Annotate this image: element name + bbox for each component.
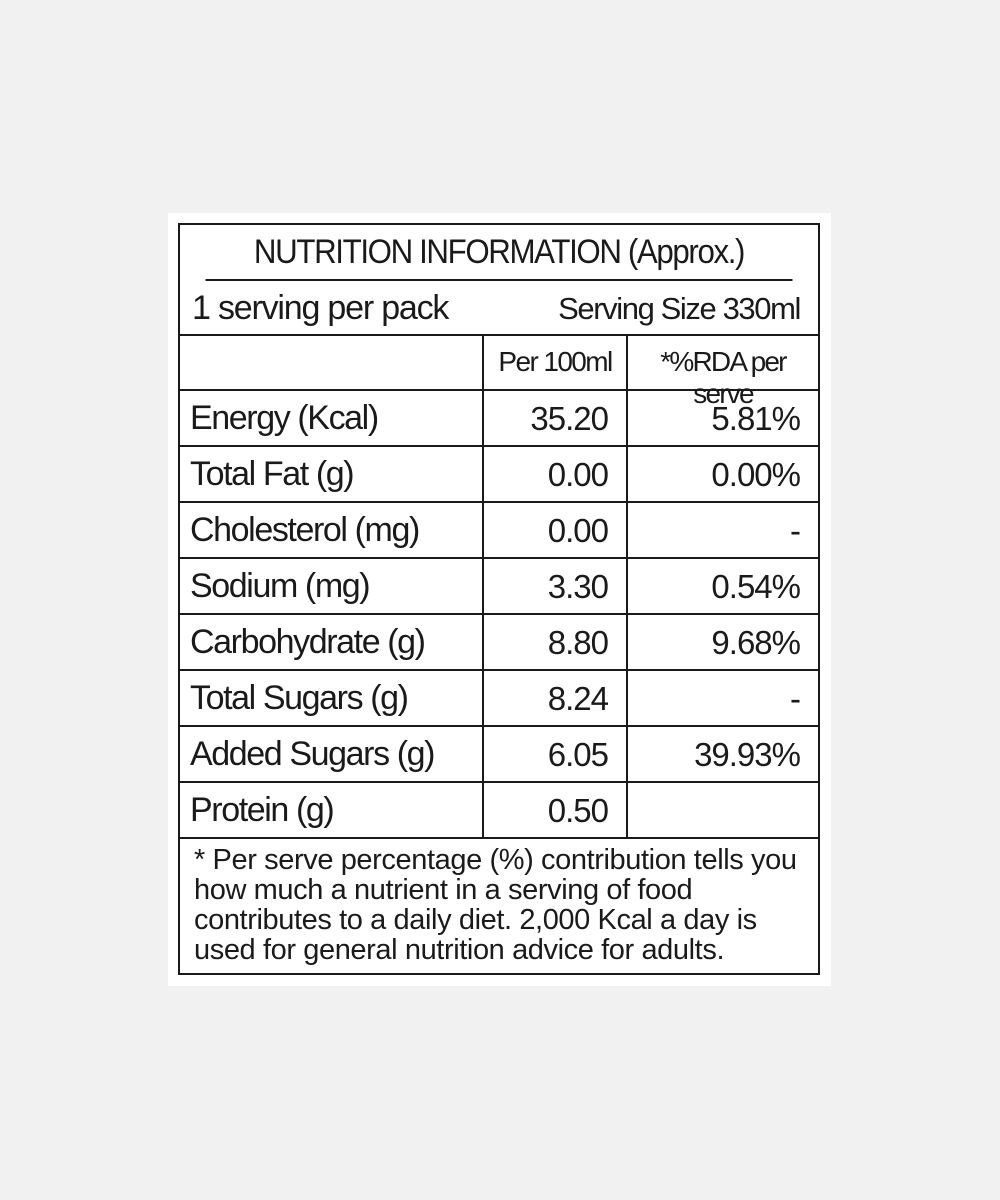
nutrient-row-carbohydrate [180, 615, 818, 671]
per-100ml-value: 8.80 [547, 624, 608, 661]
nutrient-name: Carbohydrate (g) [190, 623, 425, 661]
nutrient-name: Cholesterol (mg) [190, 511, 419, 549]
per-100ml-value: 8.24 [547, 680, 608, 717]
column-divider [626, 783, 628, 837]
nutrient-row-total-fat [180, 447, 818, 503]
rda-value: 39.93% [694, 736, 800, 773]
nutrient-row-energy [180, 391, 818, 447]
rda-value: 0.54% [711, 568, 800, 605]
nutrient-row-added-sugars [180, 727, 818, 783]
nutrient-name: Protein (g) [190, 791, 334, 829]
nutrition-facts-panel [178, 223, 820, 975]
nutrient-name: Sodium (mg) [190, 567, 370, 605]
nutrient-name: Total Fat (g) [190, 455, 354, 493]
column-header-row [180, 336, 818, 409]
header-rda-per-serve: *%RDA per serve [660, 346, 786, 409]
nutrient-name: Added Sugars (g) [190, 735, 435, 773]
serving-info-row [180, 281, 818, 336]
rda-footnote: * Per serve percentage (%) contribution tells you how much a nutrient in a serving of food contributes to a daily diet. 2,000 Kcal a day is used for general nutrition advice for adults. [194, 844, 797, 966]
panel-title [206, 225, 793, 281]
nutrient-row-total-sugars [180, 671, 818, 727]
nutrient-name: Energy (Kcal) [190, 399, 378, 437]
per-100ml-value: 0.00 [547, 456, 608, 493]
rda-value: 0.00% [711, 456, 800, 493]
per-100ml-value: 6.05 [547, 736, 608, 773]
nutrient-row-sodium [180, 559, 818, 615]
per-100ml-value: 0.00 [547, 512, 608, 549]
rda-value: - [790, 512, 800, 549]
nutrient-row-cholesterol [180, 503, 818, 559]
panel-title-text: NUTRITION INFORMATION (Approx.) [253, 232, 745, 271]
rda-value: - [790, 680, 800, 717]
per-100ml-value: 3.30 [547, 568, 608, 605]
per-100ml-value: 35.20 [530, 400, 608, 437]
header-per-100ml: Per 100ml [498, 346, 612, 377]
servings-per-pack: 1 serving per pack [192, 289, 449, 327]
rda-value: 9.68% [711, 624, 800, 661]
rda-value: 5.81% [711, 400, 800, 437]
serving-size: Serving Size 330ml [558, 291, 800, 326]
nutrient-name: Total Sugars (g) [190, 679, 408, 717]
per-100ml-value: 0.50 [547, 792, 608, 829]
nutrient-row-protein [180, 783, 818, 839]
